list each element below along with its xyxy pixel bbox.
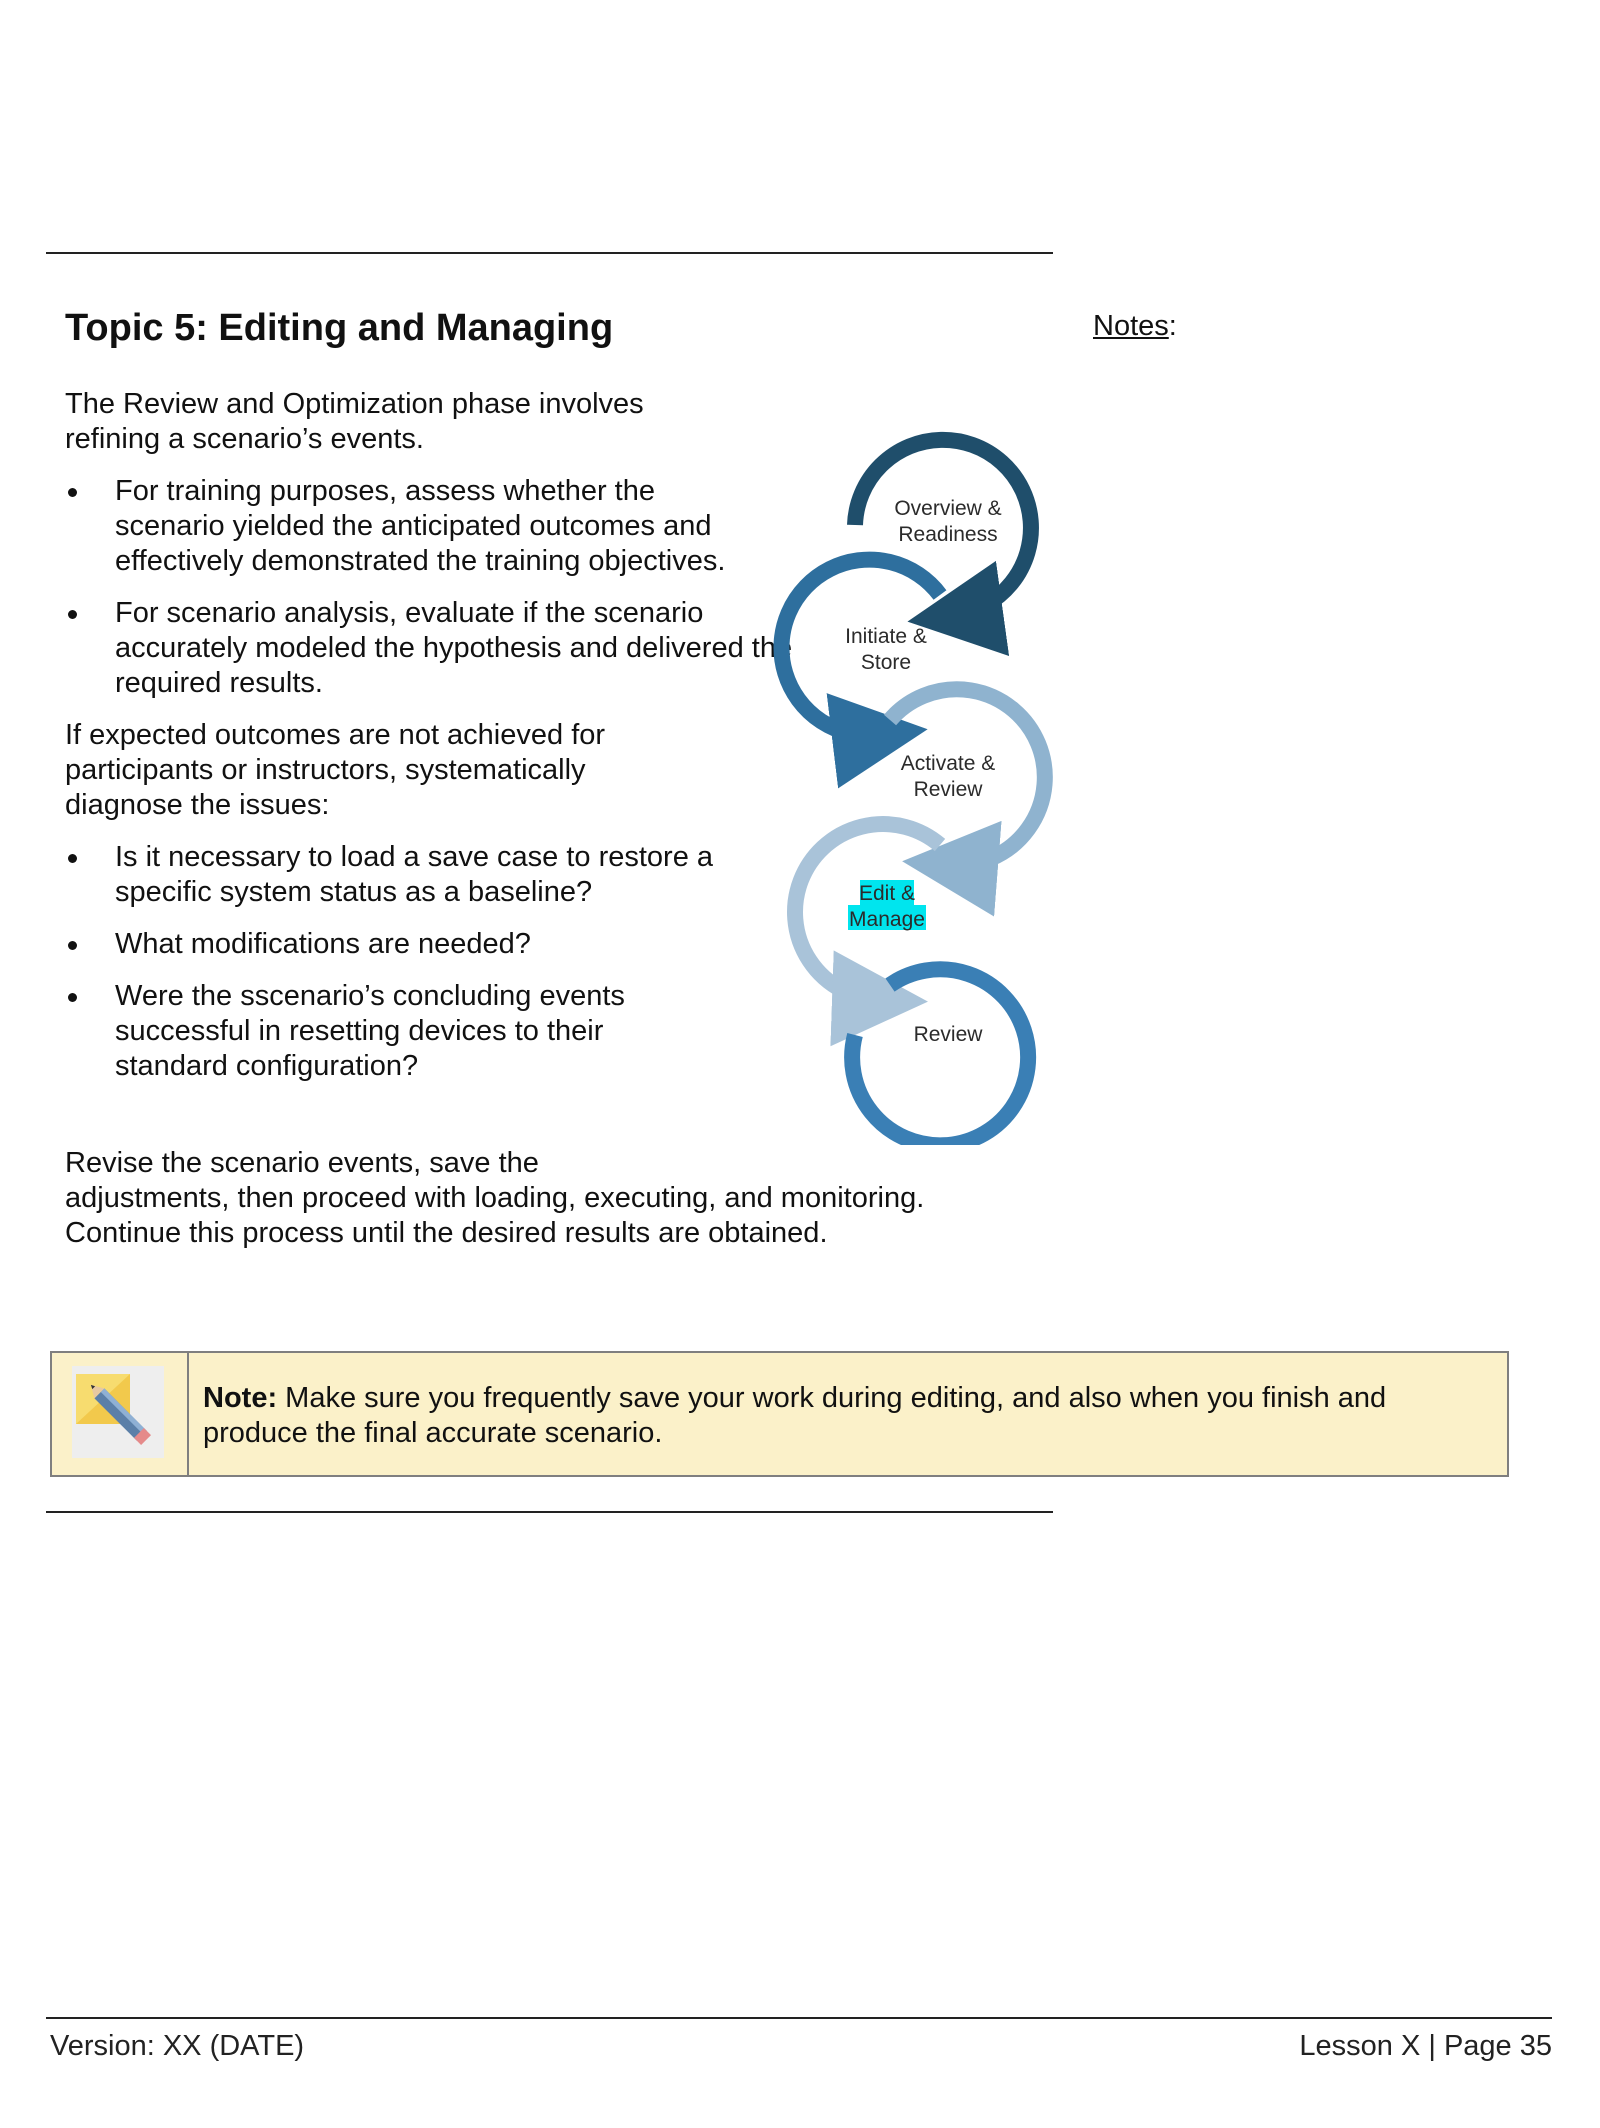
note-body: Make sure you frequently save your work during editing, and also when you finish and produce the final accurate scenario. [203,1382,1387,1449]
step-initiate-store [781,560,940,736]
step-label-line1: Activate & [900,752,996,775]
process-cycle-diagram [760,415,1080,1145]
bottom-rule [46,1511,1053,1513]
body-text [65,387,793,1101]
pencil-note-icon [70,1364,166,1460]
list-item: For training purposes, assess whether the scenario yielded the anticipated outcomes and effectively demonstrated the training objectives. [65,474,755,579]
step-label-line2: Readiness [898,523,998,546]
bullet-list-2 [65,840,775,1084]
closing-line-1: Revise the scenario events, save the [65,1147,539,1179]
step-label-line2: Manage [849,908,925,931]
step-label-line1: Initiate & [845,625,927,648]
notes-colon: : [1168,310,1177,342]
list-item: Were the sscenario’s concluding events successful in resetting devices to their standard configuration? [65,979,715,1084]
closing-paragraph [65,1146,1055,1251]
list-item: What modifications are needed? [65,927,775,962]
intro-paragraph: The Review and Optimization phase involves refining a scenario’s events. [65,388,644,455]
note-icon-cell [52,1353,189,1475]
notes-label-text: Notes [1093,310,1169,342]
notes-label [1093,310,1177,343]
step-label-line1: Review [913,1023,983,1046]
step-label-line1: Edit & [858,882,916,905]
note-text [203,1381,1493,1451]
step-label-line2: Review [913,778,983,801]
bullet-list-1 [65,474,793,701]
list-item: Is it necessary to load a save case to restore a specific system status as a baseline? [65,840,755,910]
step-label-line1: Overview & [894,497,1002,520]
footer-page-number: Lesson X | Page 35 [1299,2030,1552,2062]
top-rule [46,252,1053,254]
footer-version: Version: XX (DATE) [50,2030,305,2062]
footer-rule [46,2017,1552,2019]
list-item: For scenario analysis, evaluate if the scenario accurately modeled the hypothesis and delivered the required results. [65,596,805,701]
note-callout [50,1351,1509,1477]
note-label: Note: [203,1382,278,1414]
closing-line-2: adjustments, then proceed with loading, executing, and monitoring. [65,1182,925,1214]
middle-paragraph: If expected outcomes are not achieved for participants or instructors, systematically diagnose the issues: [65,719,606,821]
page-title: Topic 5: Editing and Managing [65,307,614,349]
step-activate-review [890,689,1045,865]
step-label-line2: Store [860,651,912,674]
closing-line-3: Continue this process until the desired results are obtained. [65,1217,828,1249]
